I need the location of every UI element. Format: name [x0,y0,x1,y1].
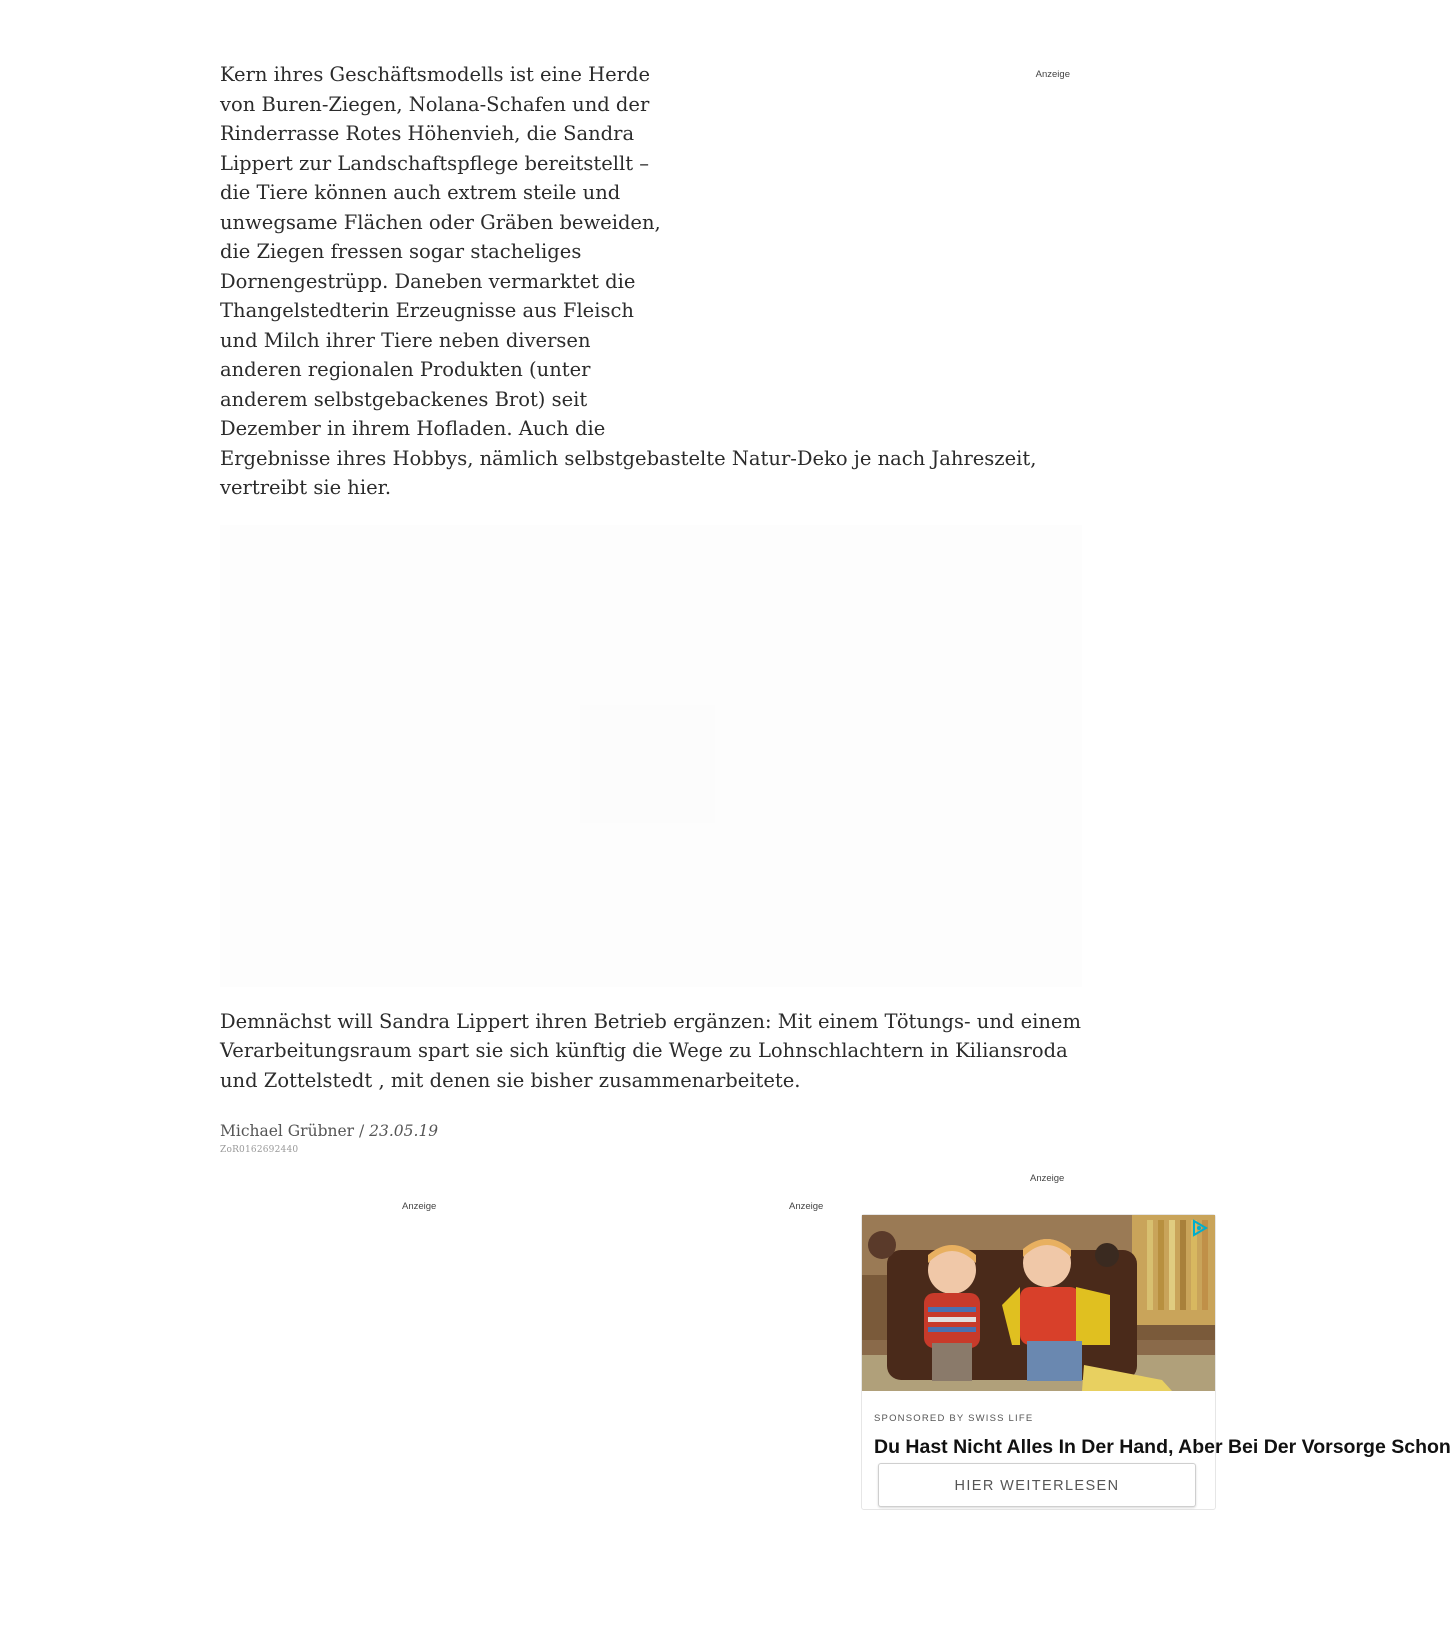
media-loader [580,705,715,823]
adchoices-icon[interactable] [1191,1219,1209,1237]
read-more-button[interactable]: HIER WEITERLESEN [878,1463,1196,1507]
top-text-block [220,60,1082,503]
article-body [220,60,1082,1155]
article-paragraph: Kern ihres Geschäftsmodells ist eine Herde von Buren-Ziegen, Nolana-Schafen und der Rinderrasse Rotes Höhenvieh, die Sandra Lippert zur Landschaftspflege bereitstellt – die Tiere können auch extrem steile und unwegsame Flächen oder Gräben beweiden, die Ziegen fressen sogar stacheliges Dornengestrüpp. Daneben vermarktet die Thangelstedterin Erzeugnisse aus Fleisch und Milch ihrer Tiere neben diversen anderen regionalen Produkten (unter anderem selbstgebackenes Brot) seit Dezember in ihrem Hofladen. Auch die Ergebnisse ihres Hobbys, nämlich selbstgebastelte Natur-Deko je nach Jahreszeit, vertreibt sie hier. [220,63,1037,499]
sponsor-label: SPONSORED BY SWISS LIFE [874,1413,1034,1424]
publish-date: 23.05.19 [369,1122,439,1140]
photo-two-children-icon [862,1215,1215,1391]
article-paragraph: Demnächst will Sandra Lippert ihren Betrieb ergänzen: Mit einem Tötungs- und einem Verarbeitungsraum spart sie sich künftig die Wege zu Lohnschlachtern in Kiliansroda und Zottelstedt , mit denen sie bisher zusammenarbeitete. [220,1009,1081,1092]
sponsored-headline[interactable]: Du Hast Nicht Alles In Der Hand, Aber Bei Der Vorsorge Schon [874,1436,1451,1458]
ad-label: Anzeige [1030,1173,1065,1184]
byline [220,1122,1082,1140]
sponsored-card[interactable] [861,1214,1451,1510]
author-name: Michael Grübner [220,1122,355,1140]
ad-label: Anzeige [402,1201,437,1212]
ad-label: Anzeige [1035,69,1070,80]
sponsored-photo[interactable] [862,1215,1215,1391]
media-placeholder [220,525,1082,987]
ad-label: Anzeige [789,1201,824,1212]
article-id: ZoR0162692440 [220,1145,299,1155]
inline-ad-slot [692,60,1082,415]
byline-separator: / [354,1122,370,1140]
